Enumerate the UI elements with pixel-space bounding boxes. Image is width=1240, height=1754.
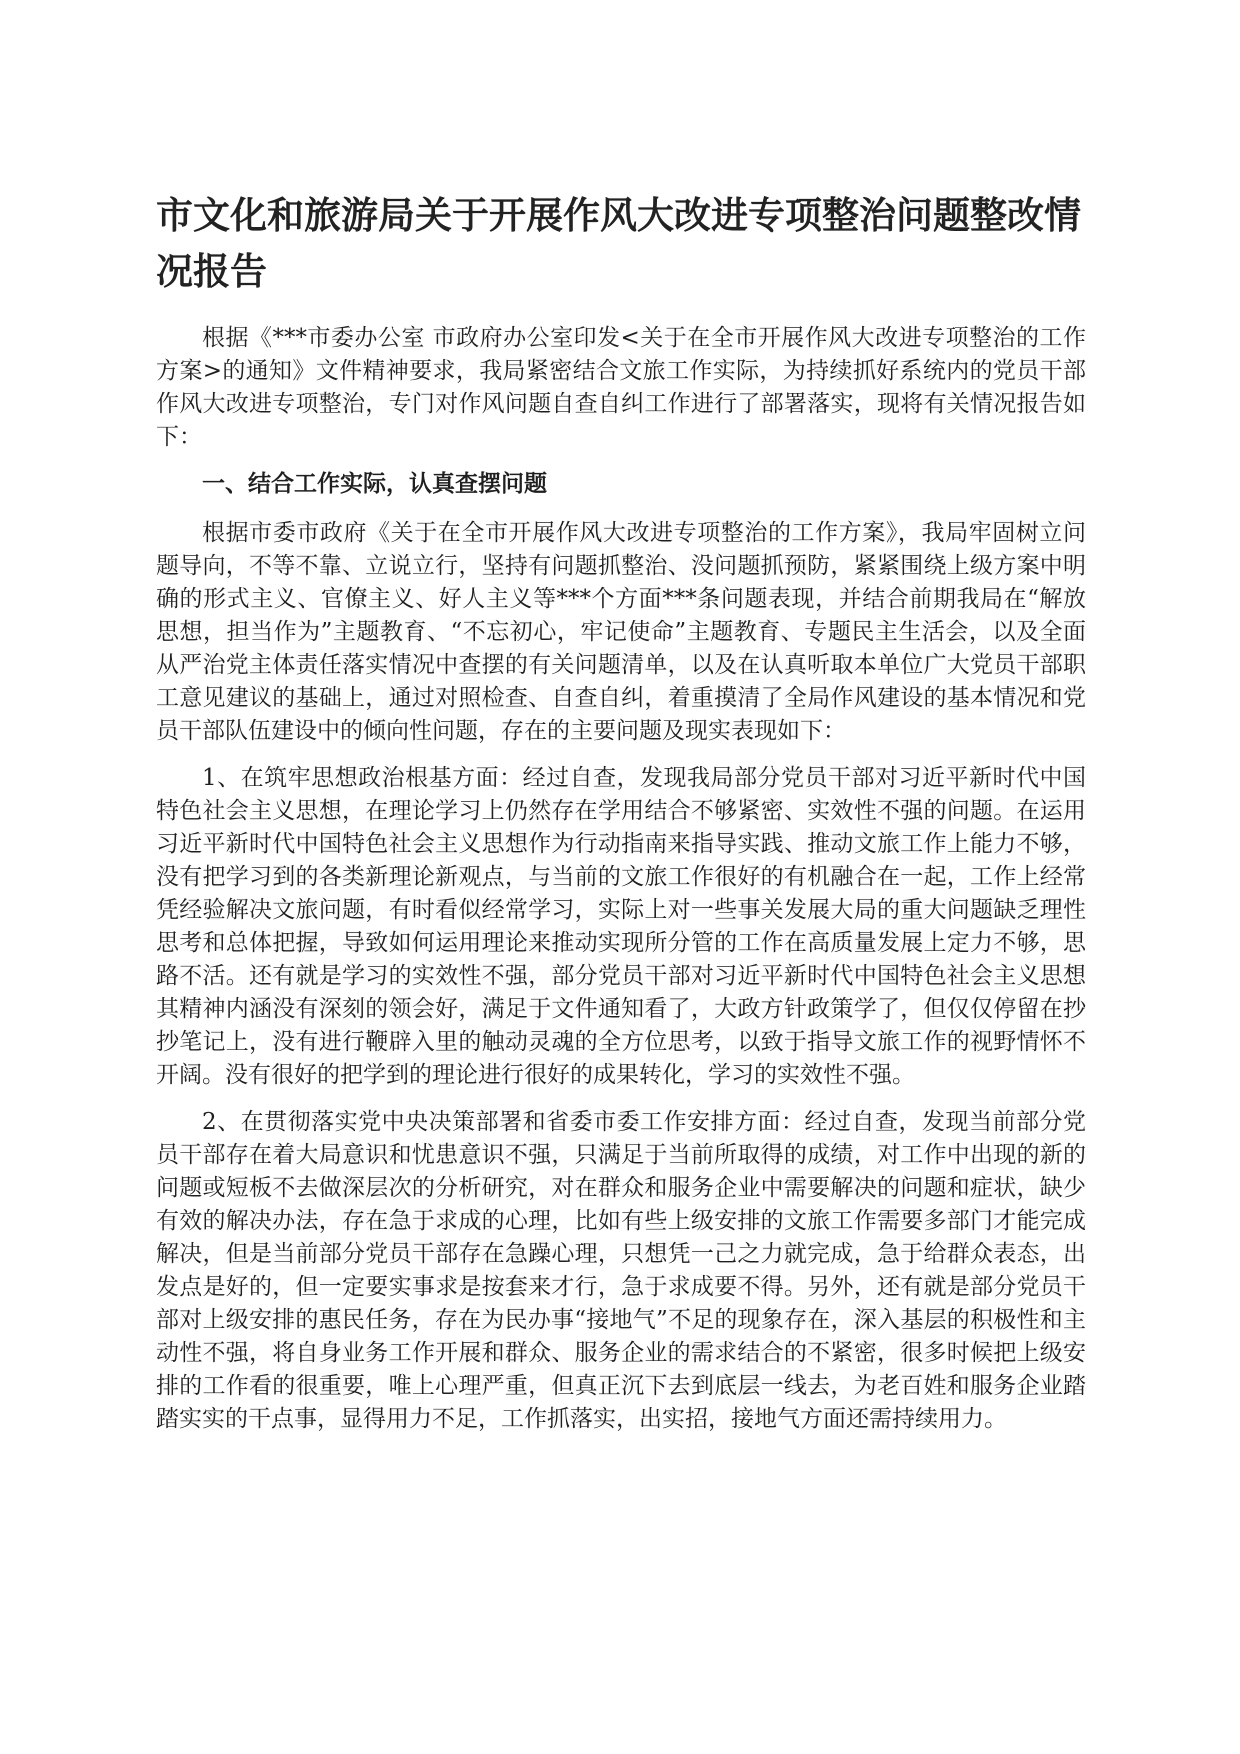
- section-heading-1: 一、结合工作实际，认真查摆问题: [202, 471, 547, 497]
- item-2-paragraph: 2、在贯彻落实党中央决策部署和省委市委工作安排方面：经过自查，发现当前部分党员干部存在着大局意识和忧患意识不强，只满足于当前所取得的成绩，对工作中出现的新的问题或短板不去做深层次的分析研究，对在群众和服务企业中需要解决的问题和症状，缺少有效的解决办法，存在急于求成的心理，比如有些上级安排的文旅工作需要多部门才能完成解决，但是当前部分党员干部存在急躁心理，只想凭一己之力就完成，急于给群众表态，出发点是好的，但一定要实事求是按套来才行，急于求成要不得。另外，还有就是部分党员干部对上级安排的惠民任务，存在为民办事“接地气”不足的现象存在，深入基层的积极性和主动性不强，将自身业务工作开展和群众、服务企业的需求结合的不紧密，很多时候把上级安排的工作看的很重要，唯上心理严重，但真正沉下去到底层一线去，为老百姓和服务企业踏踏实实的干点事，显得用力不足，工作抓落实，出实招，接地气方面还需持续用力。: [156, 1109, 1086, 1432]
- item-1-paragraph: 1、在筑牢思想政治根基方面：经过自查，发现我局部分党员干部对习近平新时代中国特色社会主义思想，在理论学习上仍然存在学用结合不够紧密、实效性不强的问题。在运用习近平新时代中国特色社会主义思想作为行动指南来指导实践、推动文旅工作上能力不够，没有把学习到的各类新理论新观点，与当前的文旅工作很好的有机融合在一起，工作上经常凭经验解决文旅问题，有时看似经常学习，实际上对一些事关发展大局的重大问题缺乏理性思考和总体把握，导致如何运用理论来推动实现所分管的工作在高质量发展上定力不够，思路不活。还有就是学习的实效性不强，部分党员干部对习近平新时代中国特色社会主义思想其精神内涵没有深刻的领会好，满足于文件通知看了，大政方针政策学了，但仅仅停留在抄抄笔记上，没有进行鞭辟入里的触动灵魂的全方位思考，以致于指导文旅工作的视野情怀不开阔。没有很好的把学到的理论进行很好的成果转化，学习的实效性不强。: [156, 765, 1086, 1088]
- intro-paragraph: 根据《***市委办公室 市政府办公室印发<关于在全市开展作风大改进专项整治的工作方案>的通知》文件精神要求，我局紧密结合文旅工作实际，为持续抓好系统内的党员干部作风大改进专项整治，专门对作风问题自查自纠工作进行了部署落实，现将有关情况报告如下：: [156, 325, 1086, 450]
- section-1-paragraph: 根据市委市政府《关于在全市开展作风大改进专项整治的工作方案》，我局牢固树立问题导向，不等不靠、立说立行，坚持有问题抓整治、没问题抓预防，紧紧围绕上级方案中明确的形式主义、官僚主义、好人主义等***个方面***条问题表现，并结合前期我局在“解放思想，担当作为”主题教育、“不忘初心，牢记使命”主题教育、专题民主生活会，以及全面从严治党主体责任落实情况中查摆的有关问题清单，以及在认真听取本单位广大党员干部职工意见建议的基础上，通过对照检查、自查自纠，着重摸清了全局作风建设的基本情况和党员干部队伍建设中的倾向性问题，存在的主要问题及现实表现如下：: [156, 520, 1086, 744]
- document-title: 市文化和旅游局关于开展作风大改进专项整治问题整改情况报告: [156, 194, 1081, 293]
- document-page: [156, 188, 1086, 1450]
